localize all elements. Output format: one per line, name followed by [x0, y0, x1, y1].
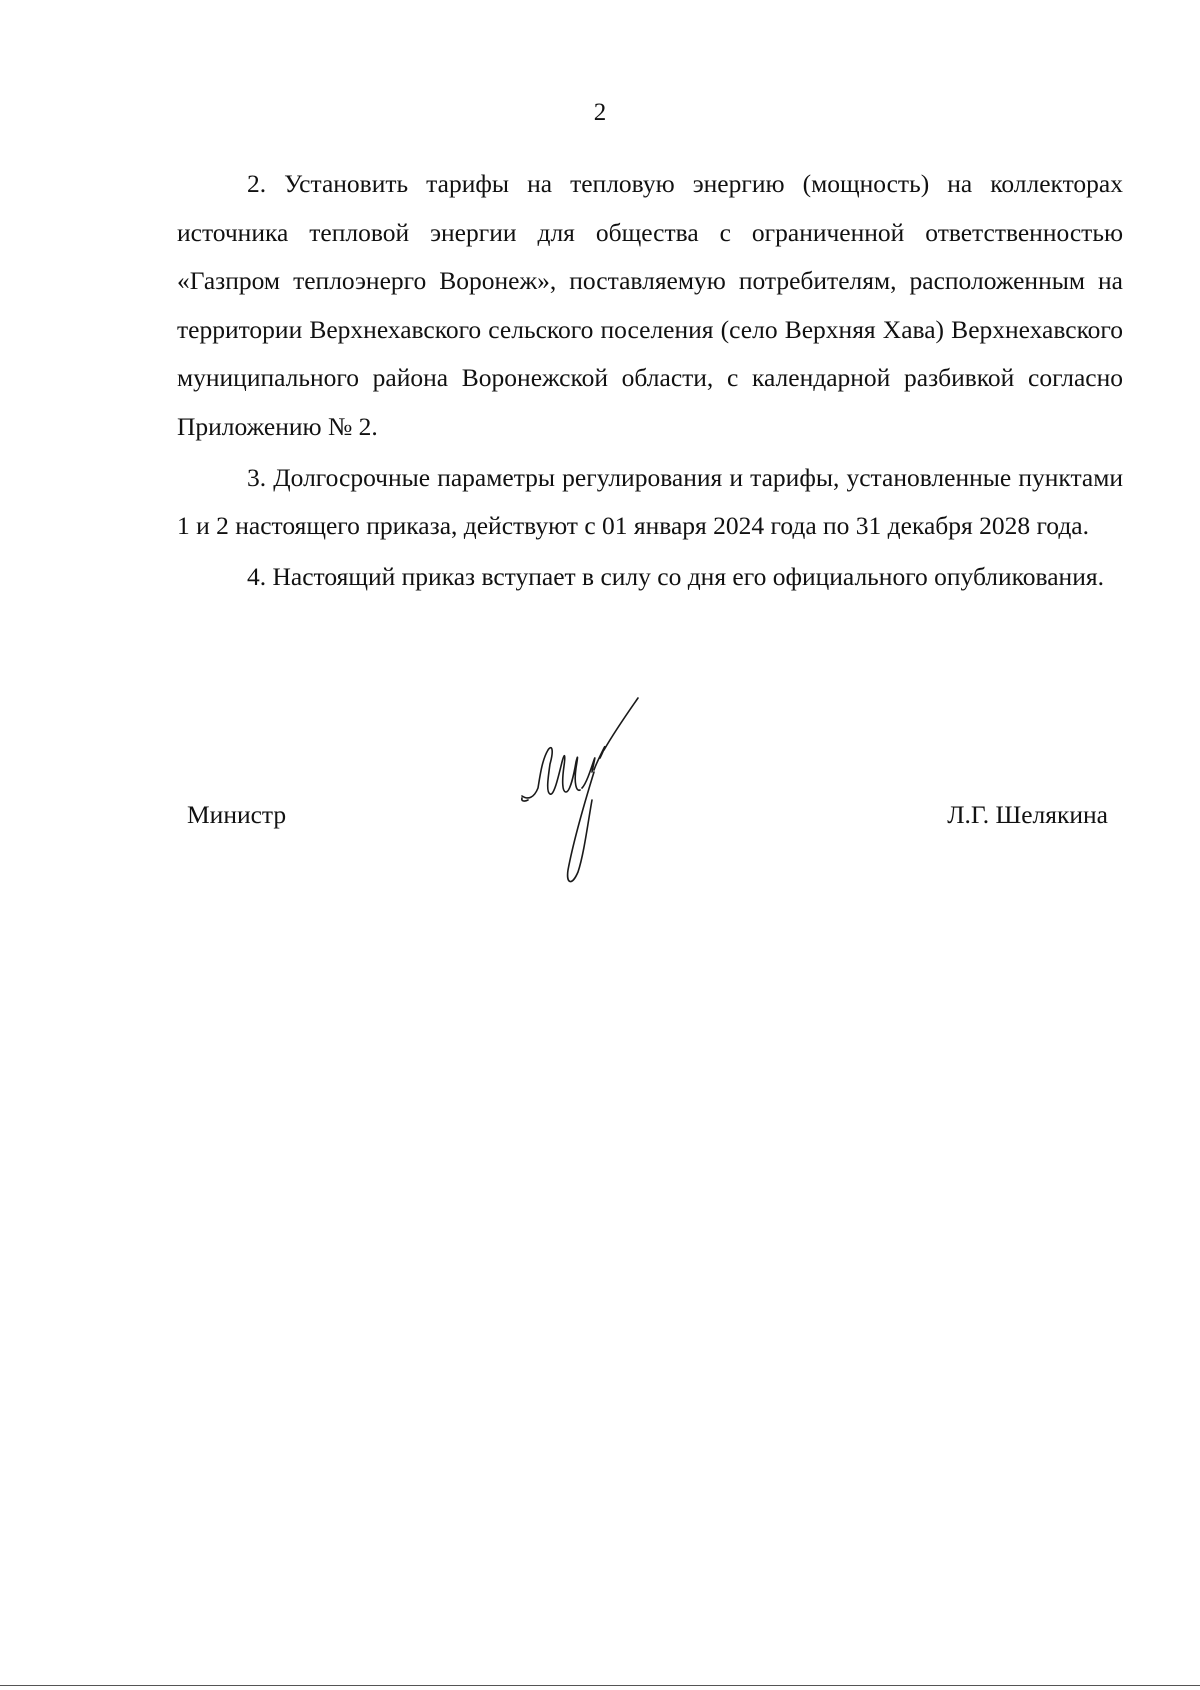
- page-number: 2: [593, 99, 607, 126]
- signature-block: [0, 688, 1200, 918]
- paragraph-4: 4. Настоящий приказ вступает в силу со дня его официального опубликования.: [247, 561, 1104, 591]
- document-body: [177, 160, 1123, 603]
- handwritten-signature: [520, 688, 670, 908]
- paragraph-2: 2. Установить тарифы на тепловую энергию (мощность) на коллекторах источника тепловой энергии для общества с ограниченной ответственностью «Газпром теплоэнерго Воронеж», поставляемую потребителям, расположенным на территории Верхнехавского сельского поселения (село Верхняя Хава) Верхнехавского муниципального района Воронежской области, с календарной разбивкой согласно Приложению № 2.: [177, 169, 1123, 441]
- signatory-name: Л.Г. Шелякина: [947, 800, 1108, 829]
- bottom-edge-line: [0, 1685, 1200, 1686]
- paragraph-3: 3. Долгосрочные параметры регулирования и тарифы, установленные пунктами 1 и 2 настоящего приказа, действуют с 01 января 2024 года по 31 декабря 2028 года.: [177, 462, 1123, 541]
- signatory-title: Министр: [187, 800, 287, 829]
